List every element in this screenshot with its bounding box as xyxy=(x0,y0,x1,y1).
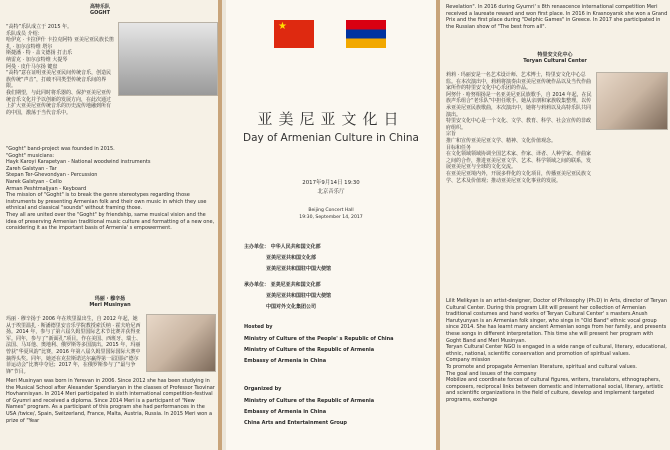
organizer-cn-item: 中国对外文化集团公司 xyxy=(266,304,317,310)
gogh-description-en: "Goght" band-project was founded in 2015. "Goght" musicians: Hayk Karoyi Karapetyan - National woodwind instruments Zareh Galstyan - Tar Stepan Ter-Ghevondyan - Percussion Narek Galstyan - Cello Arman Peshtmaljyan - Keyboard The mission of "Goght" is to break the genre stereotypes regarding those instruments by presenting Armenian folk and their own music in which they use ethnical and classical "sounds" without framing those. They all are united over the "Goght" by friendship, same musical vision and the idea of preserving Armenian traditional music culture and formatting of a new one, considering it as the important basis of Armenia' s empowerment. xyxy=(6,146,215,232)
right-panel xyxy=(436,0,670,450)
host-label-cn: 主办单位： xyxy=(244,244,270,250)
organized-by-item: China Arts and Entertainment Group xyxy=(244,420,348,426)
meri-continuation-en: Revelation". In 2016 during Gyumri' s 8th renascence international competition Meri received a laureate reward and won first place. In 2016 in Krasnoyarsk she won a Grand Prix and the first place during "Delphic Games" in Greece. In 2017 she participated in the Russian show of "The best from all". xyxy=(446,4,669,30)
organized-by-item: Embassy of Armenia in China xyxy=(244,409,327,415)
host-cn-item: 亚美尼亚共和国驻中国大使馆 xyxy=(266,266,332,272)
group-caption xyxy=(60,4,140,17)
venue-cn: 北京音乐厅 xyxy=(317,189,345,195)
meri-description-cn: 玛丽 · 穆辛扬于 2006 年在埃里温出生，自 2012 年起，她从于埃里温扎 · 斯潘德里安音乐学院教授索沃纳 · 霍夫哈尼西扬。2014 年，参与了第六届久姆里国际艺术节比赛并获得亚军。同年，参与了“新面孔”项目。作在美国、西班牙、瑞士、法国、马耳他、奥地利、俄罗斯等多国演出。2015 年，玛丽曾获“华夏风韵”比赛，2016 年第八届久姆里国际国际大赛中摘得头奖。同年，她还在克拉斯诺达尔赢得第一届国际“德尔菲运动会”比赛中夺冠；2017 年，在俄罗斯参与了“最与争锋”节目。 xyxy=(6,316,142,375)
china-flag-icon: ★ xyxy=(274,20,314,48)
venue-en: Beijing Concert Hall xyxy=(308,208,354,213)
meri-description-en: Meri Musinyan was born in Yerevan in 2006. Since 2012 she has been studying in the Musical School after Alexander Spendiaryan in the classes of Professor Tsovinar Hovhannisyan. In 2014 Meri participated in sixth international competition-festival of Gyumri and received a diploma. Since 2014 Meri is a participant of "New Names" program. As a participant of this program she had performances in the USA /twice/, Spain, Switzerland, France, Malta, Austria, Russia. In 2015 Meri won a prize of "Year xyxy=(6,378,217,424)
organizer-section-cn xyxy=(244,282,321,289)
band-photo xyxy=(118,22,218,96)
date-en: 19:30, September 14, 2017 xyxy=(299,215,363,220)
hosted-by-item: Ministry of Culture of the Republic of Armenia xyxy=(244,347,375,353)
hosted-by-label: Hosted by xyxy=(244,324,273,330)
hosted-by-item: Embassy of Armenia in China xyxy=(244,358,327,364)
meri-caption-en: Meri Musinyan xyxy=(89,302,131,309)
organized-by-item: Ministry of Culture of the Republic of Armenia xyxy=(244,398,375,404)
teryan-caption xyxy=(510,52,600,65)
meri-photo xyxy=(146,314,216,372)
teryan-caption-cn: 特里安文化中心 xyxy=(537,52,573,58)
meri-caption xyxy=(70,296,150,309)
organized-by-label: Organized by xyxy=(244,386,282,392)
title-cn: 亚美尼亚文化日 xyxy=(257,110,405,128)
teryan-description-en: Lilit Melikyan is an artist-designer, Doctor of Philosophy (Ph.D) in Arts, director of Teryan Cultural Center. During this program Lilit will present her collection of Armenian traditional costumes and hand works of Teryan Cultural Center' s masters.Anush Harutyunyan is an Armenian folk singer, who sings in "Old Band" ethnic vocal group since 2014. She has learnt many ancient Armenian songs from her family, and presents these songs in different interpretation. This time she will present her program with Goght Band and Meri Musinyan. Teryan Cultural Center NGO is engaged in a wide range of cultural, literary, educational, ethnic, national, scientific conservation and promotion of spiritual values. Company mission To promote and propagate Armenian literature, spiritual and cultural values. The goal and issues of the company Mobilize and coordinate forces of cultural figures, writers, translators, ethnographers, composers, reciprocal links between domestic and international social, literary, artistic and scientific organizations in the field of culture, develop and implement targeted programs, exchange xyxy=(446,298,668,403)
meri-caption-cn: 玛丽 · 穆辛扬 xyxy=(94,296,126,302)
teryan-description-cn: 莉莉 · 玛丽安是一名艺术设计师、艺术博士，特里安文化中心总监。在本次演出中，莉莉将演奏由亚美尼亚传统作品以及当代作曲家所作的特里安文化中心乐团的作品。 阿努什 · 哈努相扬是一名亚美尼亚民族歌手，自 2014 年起，在民族声乐组合“老乐队”中担任歌手。她从亲朋和家族收集整理，以传承亚美尼亚民族歌曲，本次演出中，她将与莉莉以及高特乐队共同演出。 特里安文化中心是一个文化、文学、教育、科学、社会宣传的非政府组织。 宗旨 推广和宣传亚美尼亚文学、精神、文化价值观念。 目标和任务 在文化领域领域协调全国艺术家、作家、译者、人种学家、作曲家之间的合作，推进亚美尼亚文学、艺术、科学领域之间的联系，发展亚美尼亚与全球的文化交流。 在亚美尼亚境内外，开展多样化的文化项目，传播亚美尼亚民族文学、艺术及价值观；推动亚美尼亚文化事业的发展。 xyxy=(446,72,592,184)
group-caption-en: GOGHT xyxy=(89,10,111,17)
lilit-photo xyxy=(596,72,668,130)
armenia-flag-icon xyxy=(346,20,386,48)
group-caption-cn: 高特乐队 xyxy=(89,4,110,10)
organizer-cn-item: 亚美尼亚共和国驻中国大使馆 xyxy=(266,293,332,299)
host-section-cn xyxy=(244,244,321,251)
hosted-by-item: Ministry of Culture of the People' s Republic of China xyxy=(244,336,394,342)
organizer-label-cn: 承办单位： xyxy=(244,282,270,288)
teryan-caption-en: Teryan Cultural Center xyxy=(523,58,587,65)
title-en: Day of Armenian Culture in China xyxy=(243,132,419,144)
cover-panel xyxy=(226,0,436,450)
host-cn-item: 中华人民共和国文化部 xyxy=(270,244,321,250)
left-panel xyxy=(0,0,222,450)
host-cn-item: 亚美尼亚共和国文化部 xyxy=(266,255,317,261)
gogh-description-cn: “高特”乐队成立于 2015 年。 乐队成员 介绍： 哈伊克 · 卡拉伊什 卡拉克阿特 亚美尼亚民族长笛 扎 · 加尔彦特维 塔尔 斯捷潘 · 特 · 盖文德扬 打击乐 纳雷克 · 加尔彦特维 大提琴 阿曼 · 皮什马尔扬 键盘 “高特”意在证明亚美尼亚民间传统音乐，创造民族传统“声音”，打破不同类型传统音乐间的界限。 我们期望，与此同时将乐器的、保护亚美尼亚传统音乐文化并予以创新的发展方向，在此次通过上扩大亚美尼亚传统音乐的历史流传地融到所有的中国，激荡于当代音乐中。 xyxy=(6,24,114,116)
date-cn: 2017年9月14日 19:30 xyxy=(302,180,360,186)
organizer-cn-item: 亚美尼亚共和国文化部 xyxy=(270,282,321,288)
